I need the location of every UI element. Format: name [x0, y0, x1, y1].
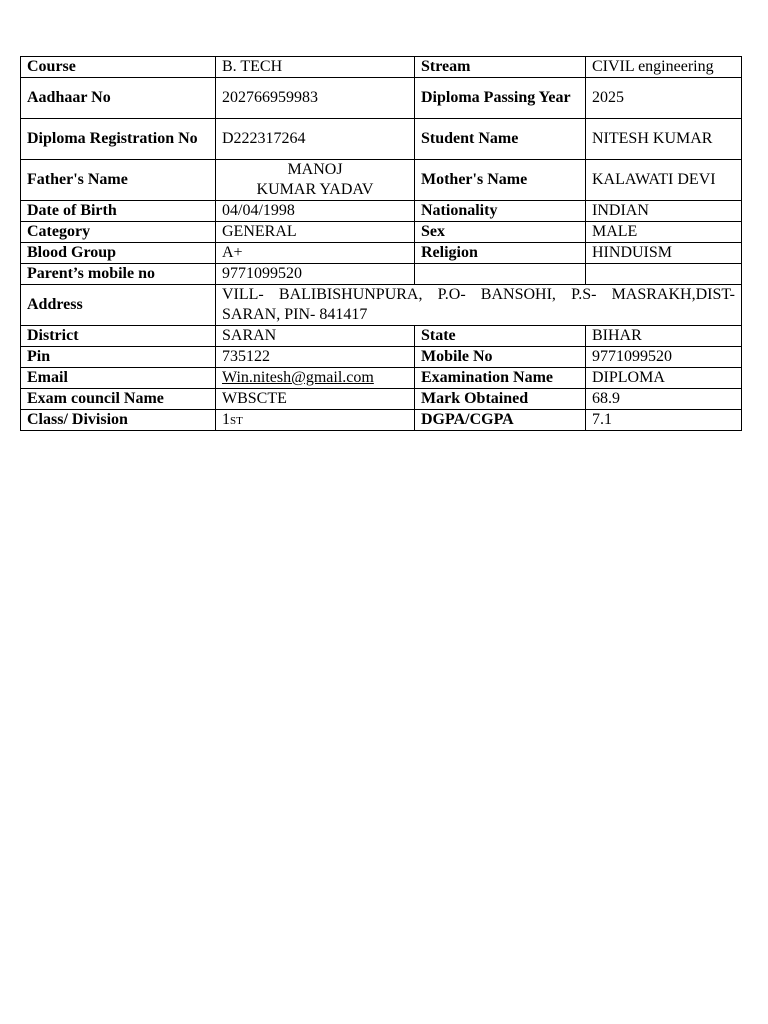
student-details-table [20, 56, 742, 431]
table-row [21, 264, 742, 285]
table-row [21, 410, 742, 431]
cgpa-label: DGPA/CGPA [415, 410, 586, 431]
email-label: Email [21, 368, 216, 389]
nationality-label: Nationality [415, 201, 586, 222]
father-name-label: Father's Name [21, 160, 216, 201]
email-link[interactable]: Win.nitesh@gmail.com [222, 369, 374, 386]
religion-value: HINDUISM [586, 243, 742, 264]
mobile-label: Mobile No [415, 347, 586, 368]
blood-group-label: Blood Group [21, 243, 216, 264]
table-row [21, 347, 742, 368]
marks-label: Mark Obtained [415, 389, 586, 410]
empty-cell [586, 264, 742, 285]
diploma-year-value: 2025 [586, 78, 742, 119]
blood-group-value: A+ [216, 243, 415, 264]
table-row [21, 119, 742, 160]
dob-value: 04/04/1998 [216, 201, 415, 222]
table-row [21, 160, 742, 201]
dob-label: Date of Birth [21, 201, 216, 222]
state-value: BIHAR [586, 326, 742, 347]
address-label: Address [21, 285, 216, 326]
district-value: SARAN [216, 326, 415, 347]
aadhaar-value: 202766959983 [216, 78, 415, 119]
table-row [21, 285, 742, 326]
diploma-reg-value: D222317264 [216, 119, 415, 160]
sex-value: MALE [586, 222, 742, 243]
pin-value: 735122 [216, 347, 415, 368]
cgpa-value: 7.1 [586, 410, 742, 431]
father-name-value: MANOJ KUMAR YADAV [216, 160, 415, 201]
diploma-year-label [415, 78, 586, 119]
table-row [21, 368, 742, 389]
exam-name-value: DIPLOMA [586, 368, 742, 389]
class-division-label: Class/ Division [21, 410, 216, 431]
aadhaar-label: Aadhaar No [21, 78, 216, 119]
mother-name-value: KALAWATI DEVI [586, 160, 742, 201]
mobile-value: 9771099520 [586, 347, 742, 368]
table-row [21, 326, 742, 347]
district-label: District [21, 326, 216, 347]
category-label: Category [21, 222, 216, 243]
course-value: B. TECH [216, 57, 415, 78]
nationality-value: INDIAN [586, 201, 742, 222]
diploma-year-label-text: Diploma Passing Year [421, 89, 571, 106]
diploma-reg-label: Diploma Registration No [21, 119, 216, 160]
course-label: Course [21, 57, 216, 78]
empty-cell [415, 264, 586, 285]
table-row [21, 243, 742, 264]
religion-label: Religion [415, 243, 586, 264]
stream-label: Stream [415, 57, 586, 78]
state-label: State [415, 326, 586, 347]
parent-mobile-value: 9771099520 [216, 264, 415, 285]
sex-label: Sex [415, 222, 586, 243]
exam-council-value: WBSCTE [216, 389, 415, 410]
table-row [21, 57, 742, 78]
table-row [21, 201, 742, 222]
marks-value: 68.9 [586, 389, 742, 410]
address-value: VILL- BALIBISHUNPURA, P.O- BANSOHI, P.S- MASRAKH,DIST-SARAN, PIN- 841417 [216, 285, 742, 326]
student-name-value: NITESH KUMAR [586, 119, 742, 160]
table-row [21, 389, 742, 410]
student-name-label: Student Name [415, 119, 586, 160]
category-value: GENERAL [216, 222, 415, 243]
mother-name-label: Mother's Name [415, 160, 586, 201]
pin-label: Pin [21, 347, 216, 368]
table-row [21, 222, 742, 243]
exam-council-label: Exam council Name [21, 389, 216, 410]
exam-name-label: Examination Name [415, 368, 586, 389]
email-value-cell [216, 368, 415, 389]
stream-value: CIVIL engineering [586, 57, 742, 78]
class-division-value: 1st [216, 410, 415, 431]
parent-mobile-label: Parent’s mobile no [21, 264, 216, 285]
table-row [21, 78, 742, 119]
